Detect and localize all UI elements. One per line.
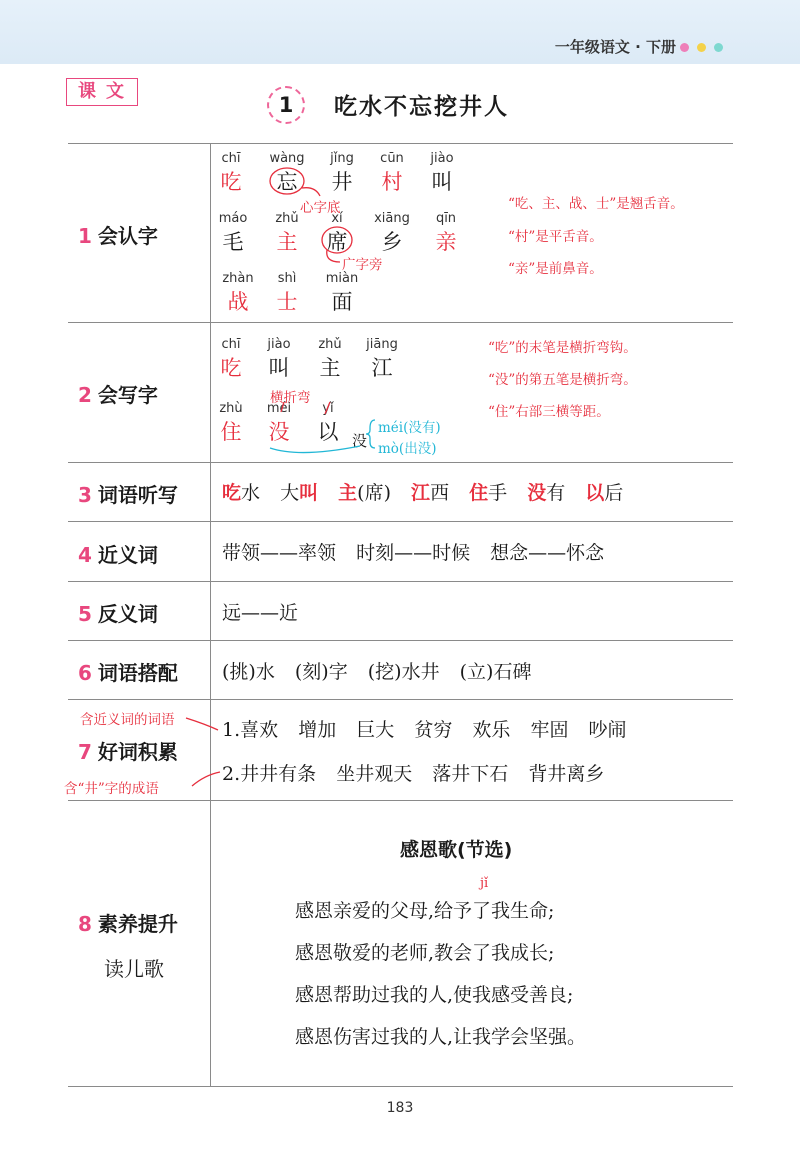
- dictation-word: 没有: [527, 482, 566, 504]
- section-label: 5 反义词: [78, 602, 158, 626]
- section-label: 8 素养提升: [78, 912, 178, 936]
- pronunciation-note: “吃、主、战、士”是翘舌音。: [508, 196, 684, 212]
- character-entry: [309, 210, 365, 256]
- decor-dot-yellow: [697, 43, 706, 52]
- hanzi: 主: [276, 230, 298, 254]
- brace-mark: [366, 420, 375, 448]
- good-word: 牢固: [530, 719, 569, 741]
- hanzi: 吃: [220, 356, 242, 380]
- good-words-note: 含“井”字的成语: [64, 781, 159, 797]
- pronunciation-note: “亲”是前鼻音。: [508, 261, 603, 277]
- row-divider: [68, 800, 733, 801]
- hanzi: 士: [276, 290, 298, 314]
- page-number: 183: [386, 1100, 414, 1116]
- character-entry: [364, 150, 420, 196]
- pinyin: jiào: [430, 151, 454, 166]
- character-entry: [364, 210, 420, 256]
- dictation-word: 住手: [469, 482, 508, 504]
- synonym-pair: 带领——率领: [222, 542, 337, 564]
- character-entry: [203, 150, 259, 196]
- pinyin: jǐng: [330, 151, 354, 166]
- hanzi: 叫: [431, 170, 453, 194]
- good-idiom: 落井下石: [432, 763, 509, 785]
- character-entry: [259, 210, 315, 256]
- good-word: 欢乐: [472, 719, 511, 741]
- polyphone-reading: mò(出没): [378, 441, 437, 457]
- row-divider: [68, 322, 733, 323]
- hanzi: 乡: [381, 230, 403, 254]
- good-word: 吵闹: [588, 719, 627, 741]
- dictation-row: [222, 478, 637, 505]
- hanzi: 吃: [220, 170, 242, 194]
- good-words-line: [222, 759, 618, 786]
- collocation: (立)石碑: [459, 661, 532, 683]
- dictation-word: 江西: [411, 482, 450, 504]
- pinyin: chī: [221, 337, 241, 352]
- poem-title: 感恩歌(节选): [400, 839, 513, 861]
- decor-dot-teal: [714, 43, 723, 52]
- pinyin: wàng: [269, 151, 305, 166]
- row-divider: [68, 581, 733, 582]
- pinyin: méi: [266, 401, 292, 416]
- dictation-word: 大叫: [280, 482, 319, 504]
- character-entry: [259, 270, 315, 316]
- section-label: 7 好词积累: [78, 740, 178, 764]
- character-entry: [414, 150, 470, 196]
- pinyin: xiāng: [374, 211, 410, 226]
- poem-line: 感恩伤害过我的人,让我学会坚强。: [295, 1026, 587, 1048]
- lesson-title: 吃水不忘挖井人: [334, 94, 509, 120]
- book-title: 一年级语文 · 下册: [554, 38, 676, 56]
- pinyin: xí: [331, 211, 343, 226]
- hanzi: 战: [227, 290, 249, 314]
- character-entry: [210, 270, 266, 316]
- pinyin: miàn: [325, 271, 359, 286]
- table-top-border: [68, 143, 733, 144]
- synonym-pair: 时刻——时候: [356, 542, 471, 564]
- writing-note: “没”的第五笔是横折弯。: [488, 372, 637, 388]
- good-word: 增加: [298, 719, 337, 741]
- good-idiom: 背井离乡: [528, 763, 605, 785]
- synonym-row: [222, 538, 618, 565]
- dictation-word: 主(席): [338, 482, 391, 504]
- arrow-mark: [186, 718, 218, 730]
- antonym-row: [222, 598, 312, 625]
- collocation-row: [222, 657, 545, 684]
- character-entry: [251, 336, 307, 382]
- stroke-note: 横折弯: [270, 390, 311, 406]
- character-entry: [314, 150, 370, 196]
- section-label: 4 近义词: [78, 543, 158, 567]
- character-entry: [205, 210, 261, 256]
- character-entry: [314, 270, 370, 316]
- good-words-note: 含近义词的词语: [80, 712, 175, 728]
- pinyin: jiào: [267, 337, 291, 352]
- writing-note: “吃”的末笔是横折弯钩。: [488, 340, 637, 356]
- hanzi: 面: [331, 290, 353, 314]
- pinyin: máo: [218, 211, 248, 226]
- arrow-mark: [192, 772, 220, 786]
- hanzi: 井: [331, 170, 353, 194]
- hanzi: 没: [268, 420, 290, 444]
- good-word: 贫穷: [414, 719, 453, 741]
- radical-note: 心字底: [300, 200, 341, 216]
- pinyin: zhù: [219, 401, 243, 416]
- character-entry: [251, 400, 307, 446]
- poem-line: 感恩帮助过我的人,使我感受善良;: [295, 984, 574, 1006]
- good-word: 巨大: [356, 719, 395, 741]
- character-entry: [302, 336, 358, 382]
- hanzi: 亲: [435, 230, 457, 254]
- character-entry: [300, 400, 356, 446]
- good-idiom: 坐井观天: [336, 763, 413, 785]
- writing-note: “住”右部三横等距。: [488, 404, 610, 420]
- arrow-mark: [270, 446, 360, 453]
- pinyin-annotation: jǐ: [480, 876, 489, 891]
- pinyin: zhǔ: [318, 337, 342, 352]
- synonym-pair: 想念——怀念: [490, 542, 605, 564]
- section-label: 6 词语搭配: [78, 661, 178, 685]
- good-words-line: [222, 715, 641, 742]
- pinyin: qīn: [435, 211, 457, 226]
- hanzi: 叫: [268, 356, 290, 380]
- hanzi: 以: [317, 420, 339, 444]
- lesson-tag: 课文: [66, 78, 138, 106]
- antonym-pair: 远——近: [222, 602, 299, 624]
- decor-dot-pink: [680, 43, 689, 52]
- row-divider: [68, 699, 733, 700]
- row-divider: [68, 640, 733, 641]
- hanzi: 席: [326, 230, 348, 254]
- section-label: 3 词语听写: [78, 483, 178, 507]
- hanzi: 住: [220, 420, 242, 444]
- pinyin: zhàn: [222, 271, 254, 286]
- collocation: (挖)水井: [367, 661, 440, 683]
- poem-line: 感恩敬爱的老师,教会了我成长;: [295, 942, 555, 964]
- dictation-word: 以后: [585, 482, 624, 504]
- character-entry: [259, 150, 315, 196]
- section-label: 1 会认字: [78, 224, 158, 248]
- section-label: 2 会写字: [78, 383, 158, 407]
- character-entry: [354, 336, 410, 382]
- pinyin: zhǔ: [275, 211, 299, 226]
- good-word: 1.喜欢: [222, 719, 279, 741]
- pinyin: chī: [221, 151, 241, 166]
- hanzi: 村: [381, 170, 403, 194]
- radical-note: 广字旁: [342, 257, 383, 273]
- good-idiom: 2.井井有条: [222, 763, 317, 785]
- pinyin: shì: [277, 271, 297, 286]
- pinyin: jiāng: [366, 337, 398, 352]
- pronunciation-note: “村”是平舌音。: [508, 229, 603, 245]
- collocation: (挑)水: [222, 661, 275, 683]
- hanzi: 江: [371, 356, 393, 380]
- lesson-number: 1: [267, 86, 305, 124]
- pinyin: cūn: [380, 151, 404, 166]
- polyphone-char: 没: [352, 432, 368, 450]
- polyphone-reading: méi(没有): [378, 420, 441, 436]
- table-bottom-border: [68, 1086, 733, 1087]
- poem-line: 感恩亲爱的父母,给予了我生命;: [295, 900, 555, 922]
- row-divider: [68, 462, 733, 463]
- collocation: (刻)字: [294, 661, 348, 683]
- character-entry: [418, 210, 474, 256]
- section-sublabel: 读儿歌: [104, 957, 164, 981]
- dictation-word: 吃水: [222, 482, 261, 504]
- hanzi: 主: [319, 356, 341, 380]
- hanzi: 忘: [276, 170, 298, 194]
- row-divider: [68, 521, 733, 522]
- hanzi: 毛: [222, 230, 244, 254]
- pinyin: yǐ: [322, 401, 334, 416]
- page-header: [0, 0, 800, 64]
